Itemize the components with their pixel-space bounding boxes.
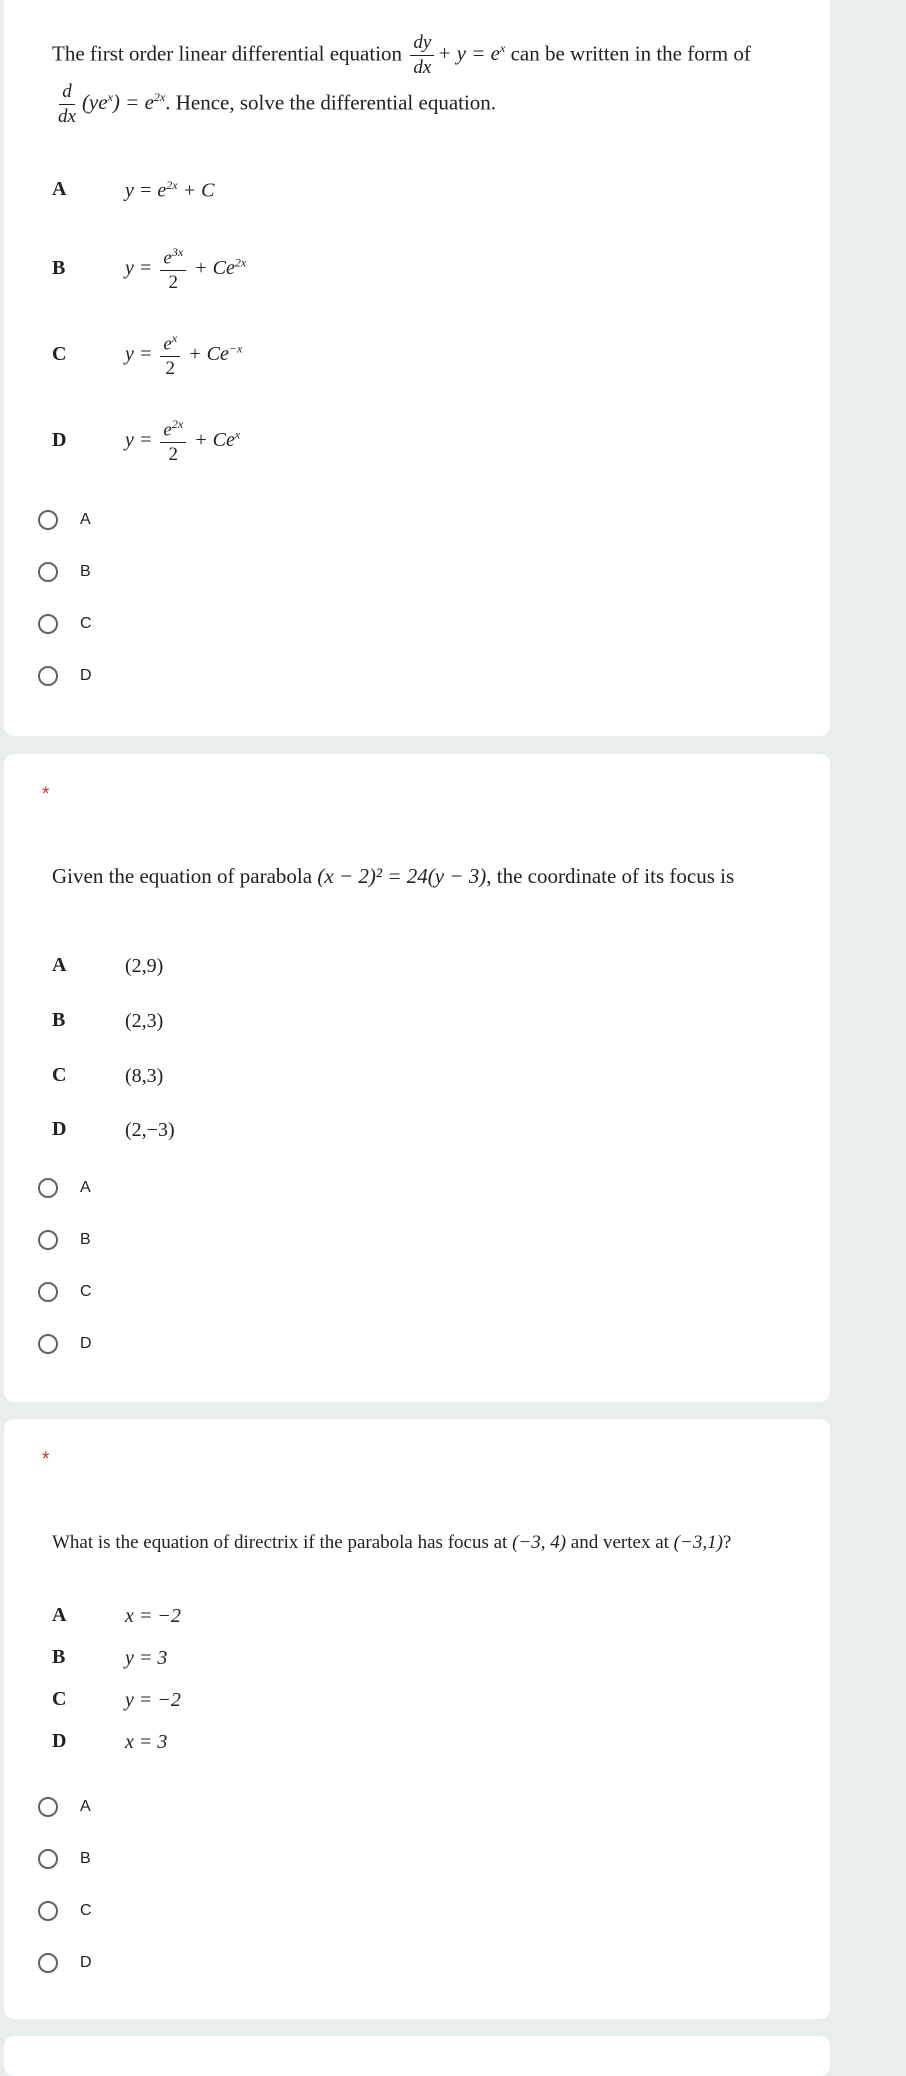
question-1-text-part1: The first order linear differential equation <box>52 41 403 66</box>
option-row-c: C y = $\frac{e^x}{2}$ + $Ce^{-x}$ <box>52 331 243 380</box>
dy-dx-fraction: $\frac{dy}{dx}$ <box>410 33 434 78</box>
radio-circle[interactable] <box>38 510 58 530</box>
radio-option-a[interactable]: A <box>38 510 91 530</box>
radio-option-a[interactable]: A <box>38 1797 91 1817</box>
question-card-2 <box>4 754 830 1402</box>
radio-option-a[interactable]: A <box>38 1178 91 1198</box>
required-asterisk: * <box>42 784 50 805</box>
radio-option-d[interactable]: D <box>38 1953 92 1973</box>
radio-circle[interactable] <box>38 1953 58 1973</box>
option-row-b: B y = 3 <box>52 1646 168 1669</box>
question-card-3 <box>4 1419 830 2019</box>
question-card-1 <box>4 0 830 736</box>
option-row-d: D x = 3 <box>52 1730 168 1753</box>
radio-option-c[interactable]: C <box>38 1901 92 1921</box>
option-row-a: A x = −2 <box>52 1604 181 1627</box>
radio-circle[interactable] <box>38 1230 58 1250</box>
radio-option-c[interactable]: C <box>38 1282 92 1302</box>
radio-option-d[interactable]: D <box>38 1334 92 1354</box>
option-d-expression: y = $\frac{e^{2x}}{2}$ + $Ce^x$ <box>125 417 241 466</box>
option-c-expression: y = $\frac{e^x}{2}$ + $Ce^{-x}$ <box>125 331 243 380</box>
d-dx-fraction: $\frac{d}{dx}$ <box>58 81 76 127</box>
question-1-text: The first order linear differential equation $\frac{dy}{dx}$ + $y = e^x$ can be written in the form of <box>52 32 751 78</box>
radio-option-c[interactable]: C <box>38 614 92 634</box>
vertex-coordinate: (−3,1) <box>673 1532 723 1553</box>
option-row-c: C y = −2 <box>52 1688 181 1711</box>
radio-circle[interactable] <box>38 562 58 582</box>
question-2-text: Given the equation of parabola (x − 2)² = 24(y − 3), the coordinate of its focus is <box>52 864 735 888</box>
radio-circle[interactable] <box>38 1178 58 1198</box>
question-3-text: What is the equation of directrix if the parabola has focus at (−3, 4) and vertex at (−3,1)? <box>52 1532 732 1553</box>
question-1-text-part2: can be written in the form of <box>510 41 751 66</box>
radio-circle[interactable] <box>38 1334 58 1354</box>
radio-circle[interactable] <box>38 1901 58 1921</box>
required-asterisk: * <box>42 1449 50 1470</box>
focus-coordinate: (−3, 4) <box>512 1532 567 1553</box>
option-row-a: A (2,9) <box>52 954 164 977</box>
parabola-equation: (x − 2)² = 24(y − 3) <box>317 864 487 888</box>
question-1-text-line2: $\frac{d}{dx}$ $(ye^x) = e^{2x}$. Hence, solve the differential equation. <box>52 82 496 127</box>
option-a-expression: $y = e^{2x} + C$ <box>125 178 215 202</box>
radio-circle[interactable] <box>38 1797 58 1817</box>
option-row-c: C (8,3) <box>52 1064 164 1087</box>
radio-circle[interactable] <box>38 666 58 686</box>
option-row-b: B (2,3) <box>52 1009 164 1032</box>
question-card-4-partial <box>4 2036 830 2076</box>
radio-option-b[interactable]: B <box>38 562 91 582</box>
option-row-b: B y = $\frac{e^{3x}}{2}$ + $Ce^{2x}$ <box>52 245 247 294</box>
option-row-a: A $y = e^{2x} + C$ <box>52 178 215 202</box>
radio-option-b[interactable]: B <box>38 1849 91 1869</box>
radio-circle[interactable] <box>38 1282 58 1302</box>
radio-option-d[interactable]: D <box>38 666 92 686</box>
option-row-d: D (2,−3) <box>52 1118 175 1141</box>
radio-circle[interactable] <box>38 614 58 634</box>
question-1-text-part3: . Hence, solve the differential equation. <box>165 90 497 115</box>
radio-circle[interactable] <box>38 1849 58 1869</box>
option-row-d: D y = $\frac{e^{2x}}{2}$ + $Ce^x$ <box>52 417 241 466</box>
option-b-expression: y = $\frac{e^{3x}}{2}$ + $Ce^{2x}$ <box>125 245 247 294</box>
radio-option-b[interactable]: B <box>38 1230 91 1250</box>
